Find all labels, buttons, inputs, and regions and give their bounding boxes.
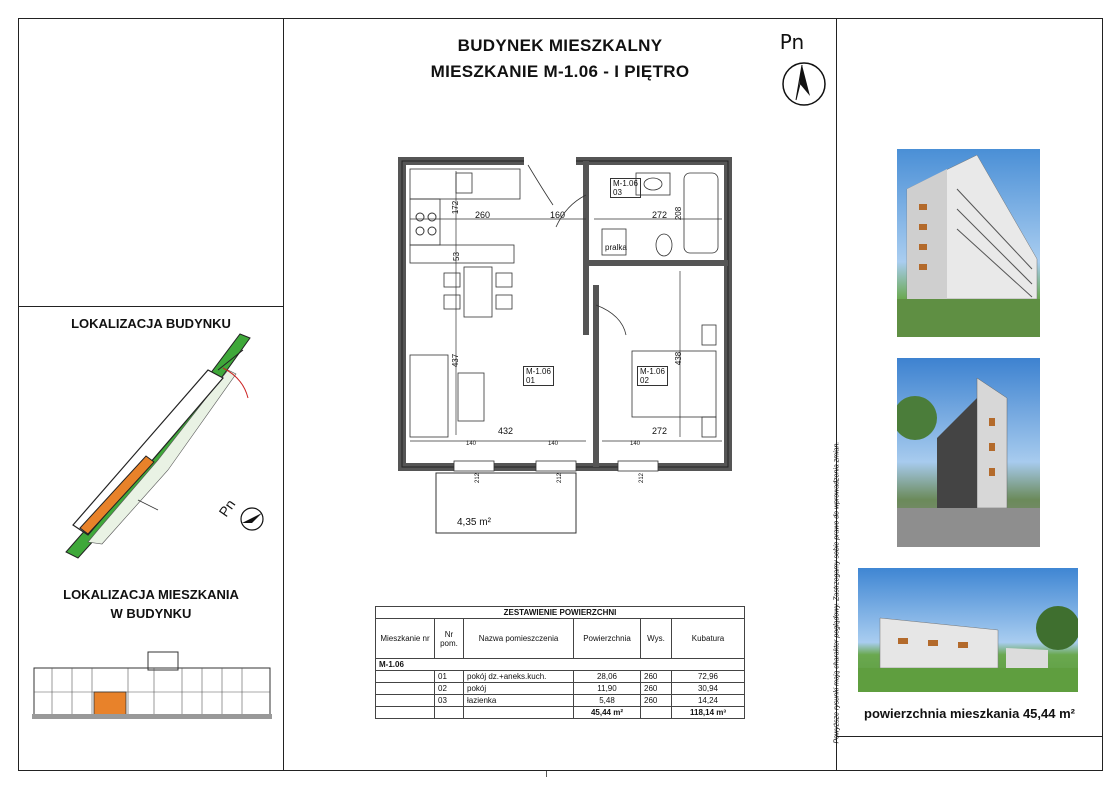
dim-272-bottom: 272 — [652, 426, 668, 436]
room-height: 260 — [641, 683, 672, 695]
room-height: 260 — [641, 695, 672, 707]
room-name: pokój — [464, 683, 574, 695]
room-no: 03 — [435, 695, 464, 707]
center-tick — [546, 771, 547, 777]
dim-53: 53 — [451, 252, 461, 261]
disclaimer: Powyższe rysunki mają charakter poglądowy. Zastrzegamy sobie prawo do wprowadzenia zmian. — [833, 441, 841, 744]
dim-272-top: 272 — [652, 210, 668, 220]
left-panel-hline — [18, 306, 284, 307]
room-tag-02 — [637, 366, 668, 386]
table-row — [376, 683, 745, 695]
north-label: Pn — [779, 30, 805, 54]
apartment-location-title-line2: W BUDYNKU — [110, 606, 192, 621]
page-title-line1: BUDYNEK MIESZKALNY — [457, 36, 663, 55]
window-mark-2: 140 — [548, 441, 559, 447]
balcony-area: 4,35 m² — [457, 517, 491, 528]
table-row — [376, 695, 745, 707]
room-no: 01 — [435, 671, 464, 683]
col-apartment: Mieszkanie nr — [376, 619, 435, 659]
dim-208: 208 — [674, 206, 684, 221]
room-name: pokój dz.+aneks.kuch. — [464, 671, 574, 683]
dim-172: 172 — [451, 200, 461, 215]
room-tag-num: 03 — [613, 188, 622, 197]
window-height-1: 212 — [475, 472, 482, 484]
room-tag-id: M-1.06 — [526, 367, 551, 376]
room-volume: 72,96 — [672, 671, 745, 683]
laundry-label: pralka — [605, 243, 627, 252]
room-tag-id: M-1.06 — [613, 179, 638, 188]
area-table-container — [375, 606, 745, 719]
col-room-name: Nazwa pomieszczenia — [464, 619, 574, 659]
right-panel-hline — [836, 736, 1103, 737]
room-area: 11,90 — [574, 683, 641, 695]
room-tag-01 — [523, 366, 554, 386]
room-volume: 30,94 — [672, 683, 745, 695]
room-height: 260 — [641, 671, 672, 683]
building-render-3 — [858, 568, 1078, 692]
building-render-2 — [897, 358, 1040, 547]
floor-plan — [396, 155, 736, 545]
col-room-no: Nr pom. — [435, 619, 464, 659]
col-area: Powierzchnia — [574, 619, 641, 659]
building-location-title: LOKALIZACJA BUDYNKU — [71, 316, 231, 331]
apartment-no: M-1.06 — [376, 659, 745, 671]
dim-438: 438 — [674, 351, 684, 366]
total-volume: 118,14 m³ — [672, 707, 745, 719]
room-volume: 14,24 — [672, 695, 745, 707]
apartment-area-label: powierzchnia mieszkania 45,44 m² — [864, 706, 1075, 721]
room-no: 02 — [435, 683, 464, 695]
dim-260: 260 — [475, 210, 491, 220]
page-title-line2: MIESZKANIE M-1.06 - I PIĘTRO — [430, 62, 690, 81]
site-north-arrow-icon — [238, 505, 268, 535]
room-tag-id: M-1.06 — [640, 367, 665, 376]
col-volume: Kubatura — [672, 619, 745, 659]
room-tag-num: 02 — [640, 376, 649, 385]
total-area: 45,44 m² — [574, 707, 641, 719]
dim-160: 160 — [550, 210, 566, 220]
col-height: Wys. — [641, 619, 672, 659]
room-name: łazienka — [464, 695, 574, 707]
dim-437: 437 — [451, 353, 461, 368]
window-mark-3: 140 — [630, 441, 641, 447]
building-render-1 — [897, 149, 1040, 337]
building-floor-key-plan — [30, 648, 280, 728]
room-area: 28,06 — [574, 671, 641, 683]
window-height-2: 212 — [557, 472, 564, 484]
dim-432: 432 — [498, 426, 514, 436]
area-table — [375, 606, 745, 719]
apartment-location-title-line1: LOKALIZACJA MIESZKANIA — [63, 587, 239, 602]
window-mark-1: 140 — [466, 441, 477, 447]
site-north-label: Pn — [215, 496, 239, 520]
room-tag-03 — [610, 178, 641, 198]
window-height-3: 212 — [639, 472, 646, 484]
room-tag-num: 01 — [526, 376, 535, 385]
area-table-title: ZESTAWIENIE POWIERZCHNI — [376, 607, 745, 619]
north-arrow-icon — [780, 60, 830, 110]
room-area: 5,48 — [574, 695, 641, 707]
table-row — [376, 671, 745, 683]
